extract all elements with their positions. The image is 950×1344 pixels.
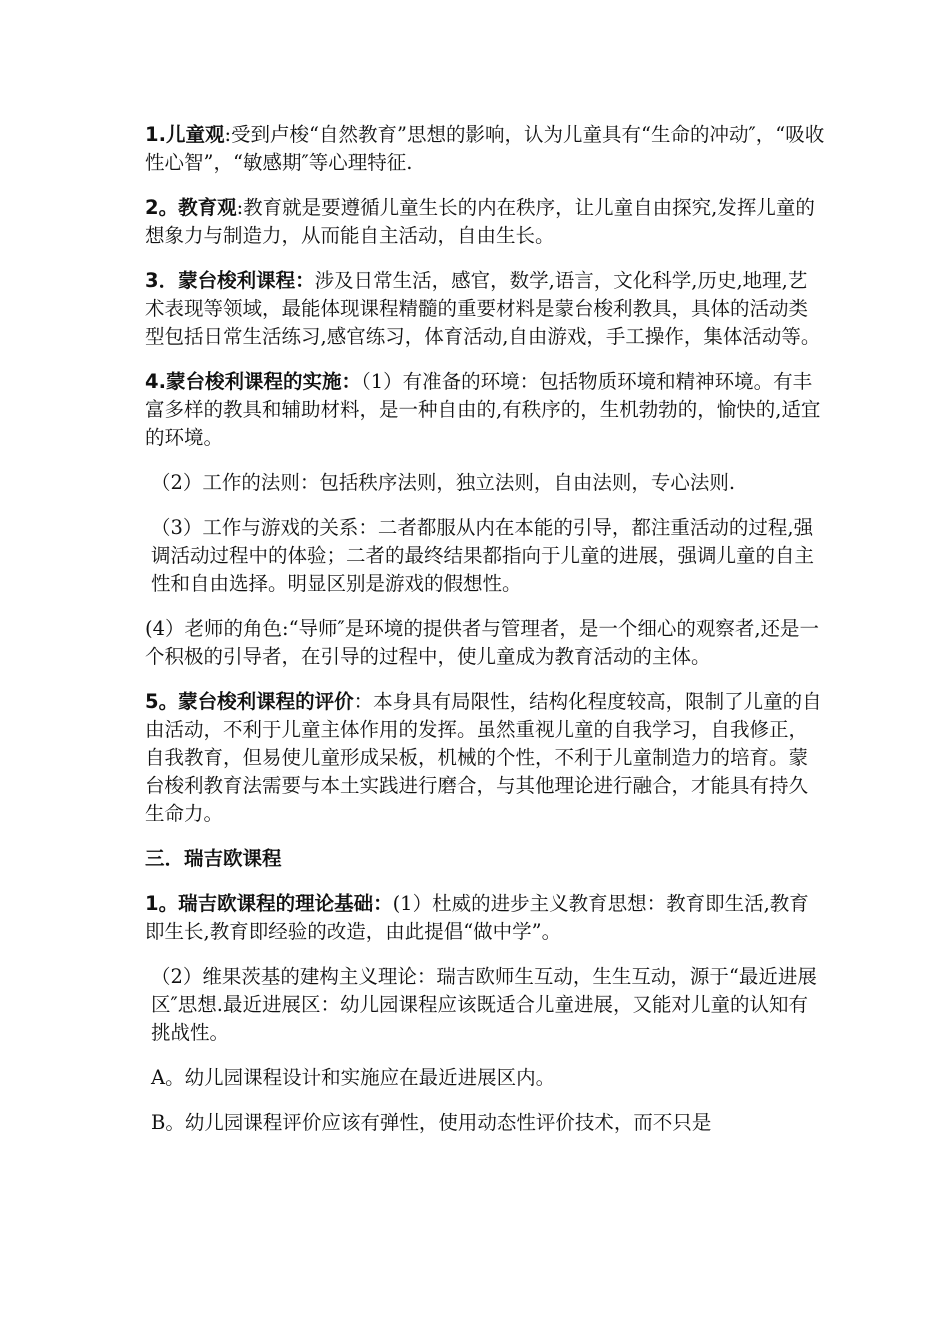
paragraph-child-view — [145, 121, 825, 177]
paragraph-text: （1）有准备的环境：包括物质环境和精神环境。有丰富多样的教具和辅助材料，是一种自由的,有秩序的，生机勃勃的，愉快的,适宜的环境。 — [145, 370, 821, 449]
paragraph-teacher-role — [145, 615, 825, 671]
paragraph-label: 2。教育观 — [145, 196, 237, 219]
section-heading-reggio: 三．瑞吉欧课程 — [145, 847, 282, 870]
paragraph-point-a — [145, 1064, 825, 1092]
paragraph-reggio-foundation — [145, 890, 825, 946]
paragraph-vygotsky — [145, 963, 825, 1047]
paragraph-text: （2）工作的法则：包括秩序法则，独立法则，自由法则，专心法则. — [151, 471, 736, 494]
paragraph-label: 3．蒙台梭利课程： — [145, 269, 315, 292]
paragraph-text: A。幼儿园课程设计和实施应在最近进展区内。 — [151, 1066, 556, 1089]
paragraph-text: 涉及日常生活，感官，数学,语言，文化科学,历史,地理,艺术表现等领域，最能体现课程精髓的重要材料是蒙台梭利教具，具体的活动类型包括日常生活练习,感官练习，体育活动,自由游戏，手工操作，集体活动等。 — [145, 269, 821, 348]
paragraph-montessori-curriculum — [145, 267, 825, 351]
paragraph-point-b — [145, 1109, 825, 1137]
paragraph-label: 5。蒙台梭利课程的评价 — [145, 690, 354, 713]
paragraph-montessori-evaluation — [145, 688, 825, 828]
paragraph-work-rules — [145, 469, 825, 497]
paragraph-label: 4.蒙台梭利课程的实施： — [145, 370, 361, 393]
paragraph-label: 1。瑞吉欧课程的理论基础： — [145, 892, 393, 915]
paragraph-text: (4）老师的角色:“导师″是环境的提供者与管理者，是一个细心的观察者,还是一个积极的引导者，在引导的过程中，使儿童成为教育活动的主体。 — [145, 617, 820, 668]
paragraph-text: :教育就是要遵循儿童生长的内在秩序，让儿童自由探究,发挥儿童的想象力与制造力，从而能自主活动，自由生长。 — [145, 196, 815, 247]
paragraph-text: :受到卢梭“自然教育”思想的影响，认为儿童具有“生命的冲动″，“吸收性心智”，“敏感期″等心理特征. — [145, 123, 825, 174]
paragraph-label: 1.儿童观 — [145, 123, 225, 146]
paragraph-text: （3）工作与游戏的关系：二者都服从内在本能的引导，都注重活动的过程,强调活动过程中的体验；二者的最终结果都指向于儿童的进展，强调儿童的自主性和自由选择。明显区别是游戏的假想性。 — [151, 516, 815, 595]
paragraph-text: (1）杜威的进步主义教育思想：教育即生活,教育即生长,教育即经验的改造，由此提倡“做中学”。 — [145, 892, 809, 943]
paragraph-work-and-play — [145, 514, 825, 598]
paragraph-text: B。幼儿园课程评价应该有弹性，使用动态性评价技术，而不只是 — [151, 1111, 712, 1134]
paragraph-montessori-implementation — [145, 368, 825, 452]
paragraph-education-view — [145, 194, 825, 250]
document-body — [145, 121, 825, 1154]
paragraph-text: （2）维果茨基的建构主义理论：瑞吉欧师生互动，生生互动，源于“最近进展区″思想.最近进展区：幼儿园课程应该既适合儿童进展，又能对儿童的认知有挑战性。 — [151, 965, 817, 1044]
paragraph-text: ：本身具有局限性，结构化程度较高，限制了儿童的自由活动，不利于儿童主体作用的发挥。虽然重视儿童的自我学习，自我修正，自我教育，但易使儿童形成呆板，机械的个性，不利于儿童制造力的培育。蒙台梭利教育法需要与本土实践进行磨合，与其他理论进行融合，才能具有持久生命力。 — [145, 690, 822, 825]
